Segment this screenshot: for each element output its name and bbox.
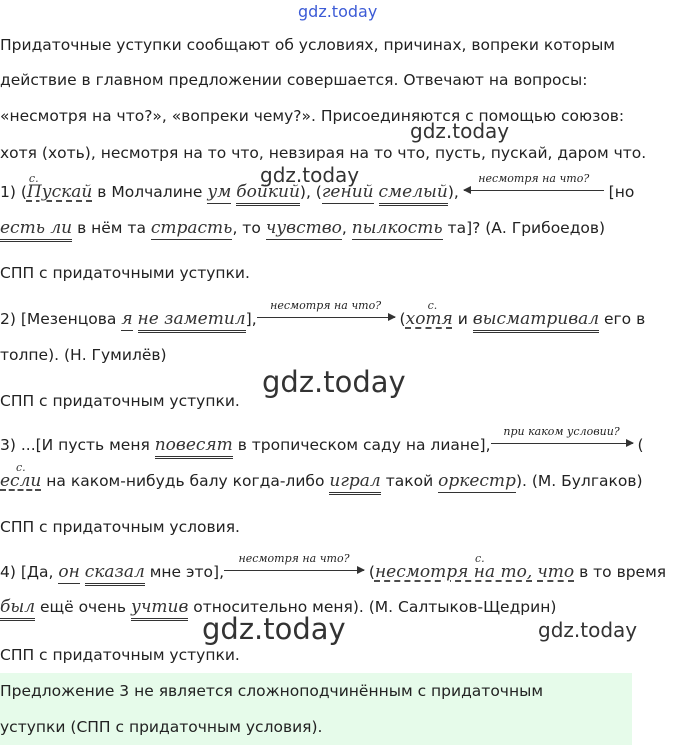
watermark: gdz.today (262, 365, 406, 399)
watermark: gdz.today (410, 119, 510, 143)
text: ( (632, 436, 644, 454)
subject: оркестр (438, 471, 516, 491)
predicate: был (0, 597, 35, 621)
intro-line-1: Придаточные уступки сообщают об условиях, причинах, вопреки которым (0, 36, 615, 54)
sentence-3-line-1 (0, 425, 644, 455)
subject: я (121, 309, 133, 329)
question-arrow (491, 425, 633, 450)
arrow-question: несмотря на что? (478, 172, 590, 185)
text: ). (М. Булгаков) (515, 472, 643, 490)
text: в то время (574, 563, 667, 581)
arrow-question: при каком условии? (503, 425, 620, 438)
text: его в (599, 310, 646, 328)
arrow-question: несмотря на что? (238, 552, 350, 565)
subject: пылкость (351, 218, 443, 238)
text: и (452, 310, 473, 328)
conjunction (0, 461, 42, 491)
text: относительно меня). (М. Салтыков-Щедрин) (188, 598, 557, 616)
predicate: не заметил (138, 309, 246, 333)
watermark: gdz.today (202, 612, 346, 646)
text: [но (603, 183, 635, 201)
conclusion-line-1: Предложение 3 не является сложноподчинённым с придаточным (0, 682, 544, 700)
text: в нём та (72, 219, 151, 237)
text: ), (447, 183, 459, 201)
conjunction (374, 552, 533, 582)
text: ( (394, 310, 406, 328)
watermark: gdz.today (538, 618, 638, 642)
conjunction (26, 172, 93, 202)
predicate: высматривал (473, 309, 599, 333)
sentence-4-line-1 (0, 552, 667, 582)
sentence-2-line-1 (0, 299, 646, 329)
text: мне это], (144, 563, 224, 581)
sentence-number: 1) (0, 183, 16, 201)
text: , то (232, 219, 266, 237)
text: ещё очень (35, 598, 131, 616)
conclusion-box (0, 673, 632, 745)
predicate: повесят (155, 435, 233, 459)
sentence-1-line-2 (0, 218, 605, 238)
watermark: gdz.today (298, 2, 378, 21)
text: ( (364, 563, 375, 581)
sentence-3-type: СПП с придаточным условия. (0, 518, 240, 536)
text: такой (380, 472, 439, 490)
text: в Молчалине (92, 183, 208, 201)
intro-line-2: действие в главном предложении совершается. Отвечают на вопросы: (0, 71, 588, 89)
conjunction-text: Пускай (26, 182, 93, 202)
text: 4) [Да, (0, 563, 59, 581)
sentence-3-line-2 (0, 461, 643, 491)
sentence-4-line-2 (0, 597, 556, 617)
watermark: gdz.today (260, 163, 360, 187)
conjunction: что (537, 562, 575, 582)
predicate: учтив (131, 597, 188, 621)
subject: ум (207, 182, 232, 202)
conjunction-mark: с. (16, 461, 26, 474)
text: , (341, 219, 352, 237)
subject: он (58, 562, 80, 582)
text: 3) ...[И пусть меня (0, 436, 155, 454)
conjunction-mark: с. (474, 552, 485, 565)
intro-line-3: «несмотря на что?», «вопреки чему?». Присоединяются с помощью союзов: (0, 107, 625, 125)
conjunction-text: хотя (405, 309, 453, 329)
text: на каком-нибудь балу когда-либо (41, 472, 330, 490)
sentence-2-line-2: толпе). (Н. Гумилёв) (0, 346, 167, 364)
text: ( (20, 183, 27, 201)
conjunction-mark: с. (28, 172, 39, 185)
arrow-question: несмотря на что? (270, 299, 382, 312)
subject: страсть (150, 218, 233, 238)
predicate: есть ли (0, 218, 72, 242)
text: ), ( (299, 183, 322, 201)
predicate: бойкий (236, 182, 300, 206)
sentence-2-type: СПП с придаточным уступки. (0, 392, 240, 410)
conjunction (405, 299, 453, 329)
sentence-4-type: СПП с придаточным уступки. (0, 646, 240, 664)
predicate: сказал (85, 562, 145, 586)
conjunction-text: если (0, 471, 42, 491)
text: ], (245, 310, 257, 328)
question-arrow (224, 552, 364, 577)
question-arrow (464, 172, 604, 197)
predicate: играл (329, 471, 380, 495)
conjunction-mark: с. (427, 299, 438, 312)
predicate: смелый (379, 182, 448, 206)
text: 2) [Мезенцова (0, 310, 122, 328)
subject: чувство (265, 218, 342, 238)
question-arrow (257, 299, 395, 324)
conjunction-text: несмотря на то, (374, 562, 533, 582)
text: в тропическом саду на лиане], (232, 436, 491, 454)
subject: гений (321, 182, 374, 202)
conclusion-line-2: уступки (СПП с придаточным условия). (0, 718, 323, 736)
sentence-1-type: СПП с придаточными уступки. (0, 264, 250, 282)
intro-line-4: хотя (хоть), несмотря на то что, невзирая на то что, пусть, пускай, даром что. (0, 144, 647, 162)
text: та]? (А. Грибоедов) (442, 219, 606, 237)
